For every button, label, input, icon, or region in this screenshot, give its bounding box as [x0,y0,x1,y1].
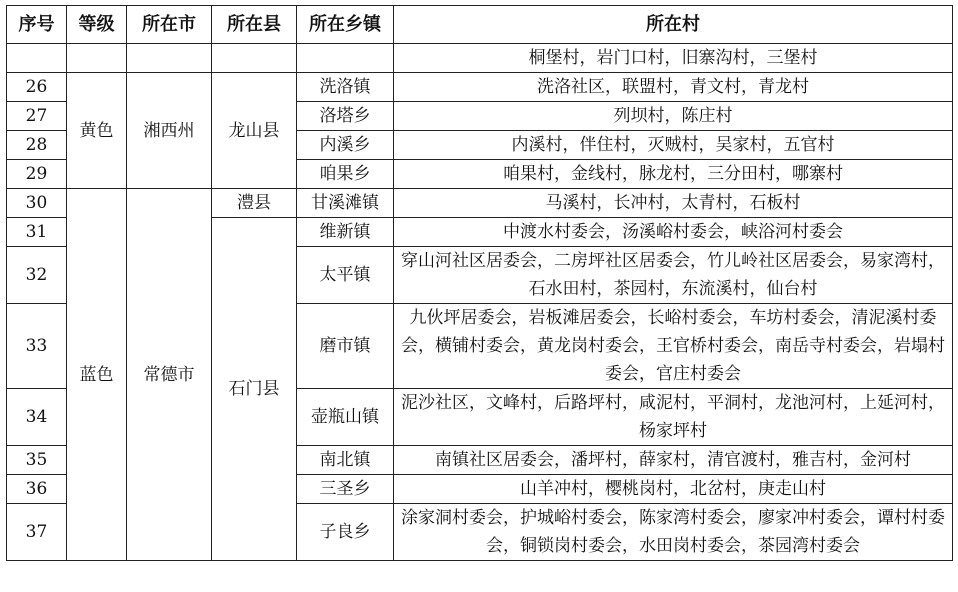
cell-town: 内溪乡 [297,131,394,160]
table-row [7,189,953,218]
header-town: 所在乡镇 [297,6,394,44]
cell-grade [67,44,127,73]
cell-grade-blue: 蓝色 [67,189,127,561]
header-county: 所在县 [212,6,297,44]
cell-town: 洗洛镇 [297,73,394,102]
cell-no: 27 [7,102,67,131]
cell-no: 33 [7,304,67,389]
cell-town: 甘溪滩镇 [297,189,394,218]
cell-villages: 列坝村，陈庄村 [394,102,953,131]
cell-villages: 山羊冲村，樱桃岗村，北岔村，庚走山村 [394,475,953,504]
cell-county-longshan: 龙山县 [212,73,297,189]
cell-town: 磨市镇 [297,304,394,389]
cell-villages: 咱果村，金线村，脉龙村，三分田村，哪寨村 [394,160,953,189]
cell-no: 35 [7,446,67,475]
table-row [7,44,953,73]
cell-villages: 桐堡村，岩门口村，旧寨沟村，三堡村 [394,44,953,73]
cell-no: 28 [7,131,67,160]
cell-no: 34 [7,389,67,446]
cell-no: 32 [7,247,67,304]
cell-no [7,44,67,73]
header-city: 所在市 [127,6,212,44]
cell-no: 26 [7,73,67,102]
cell-city [127,44,212,73]
cell-town: 洛塔乡 [297,102,394,131]
cell-no: 36 [7,475,67,504]
cell-county-shimen: 石门县 [212,218,297,561]
cell-villages: 涂家洞村委会，护城峪村委会，陈家湾村委会，廖家冲村委会，谭村村委会，铜锁岗村委会，水田岗村委会，茶园湾村委会 [394,504,953,561]
header-row [7,6,953,44]
cell-town: 南北镇 [297,446,394,475]
header-villages: 所在村 [394,6,953,44]
village-table [6,5,953,561]
cell-no: 29 [7,160,67,189]
cell-county-lixian: 澧县 [212,189,297,218]
cell-no: 37 [7,504,67,561]
header-no: 序号 [7,6,67,44]
cell-villages: 马溪村，长冲村，太青村，石板村 [394,189,953,218]
cell-villages: 南镇社区居委会，潘坪村，薛家村，清官渡村，雅吉村，金河村 [394,446,953,475]
cell-villages: 穿山河社区居委会，二房坪社区居委会，竹儿岭社区居委会，易家湾村，石水田村，茶园村，东流溪村，仙台村 [394,247,953,304]
cell-villages: 中渡水村委会，汤溪峪村委会，峡浴河村委会 [394,218,953,247]
cell-town: 壶瓶山镇 [297,389,394,446]
cell-city-changde: 常德市 [127,189,212,561]
cell-town: 太平镇 [297,247,394,304]
cell-town: 三圣乡 [297,475,394,504]
cell-city-xiangxi: 湘西州 [127,73,212,189]
header-grade: 等级 [67,6,127,44]
cell-no: 31 [7,218,67,247]
cell-villages: 泥沙社区，文峰村，后路坪村，咸泥村，平洞村，龙池河村，上延河村，杨家坪村 [394,389,953,446]
cell-town: 咱果乡 [297,160,394,189]
cell-county [212,44,297,73]
cell-villages: 洗洛社区，联盟村，青文村，青龙村 [394,73,953,102]
cell-town: 子良乡 [297,504,394,561]
cell-villages: 九伙坪居委会，岩板滩居委会，长峪村委会，车坊村委会，清泥溪村委会，横铺村委会，黄龙岗村委会，王官桥村委会，南岳寺村委会，岩塌村委会，官庄村委会 [394,304,953,389]
cell-no: 30 [7,189,67,218]
cell-grade-yellow: 黄色 [67,73,127,189]
cell-town: 维新镇 [297,218,394,247]
cell-town [297,44,394,73]
table-row [7,73,953,102]
cell-villages: 内溪村，伴住村，灭贼村，吴家村，五官村 [394,131,953,160]
